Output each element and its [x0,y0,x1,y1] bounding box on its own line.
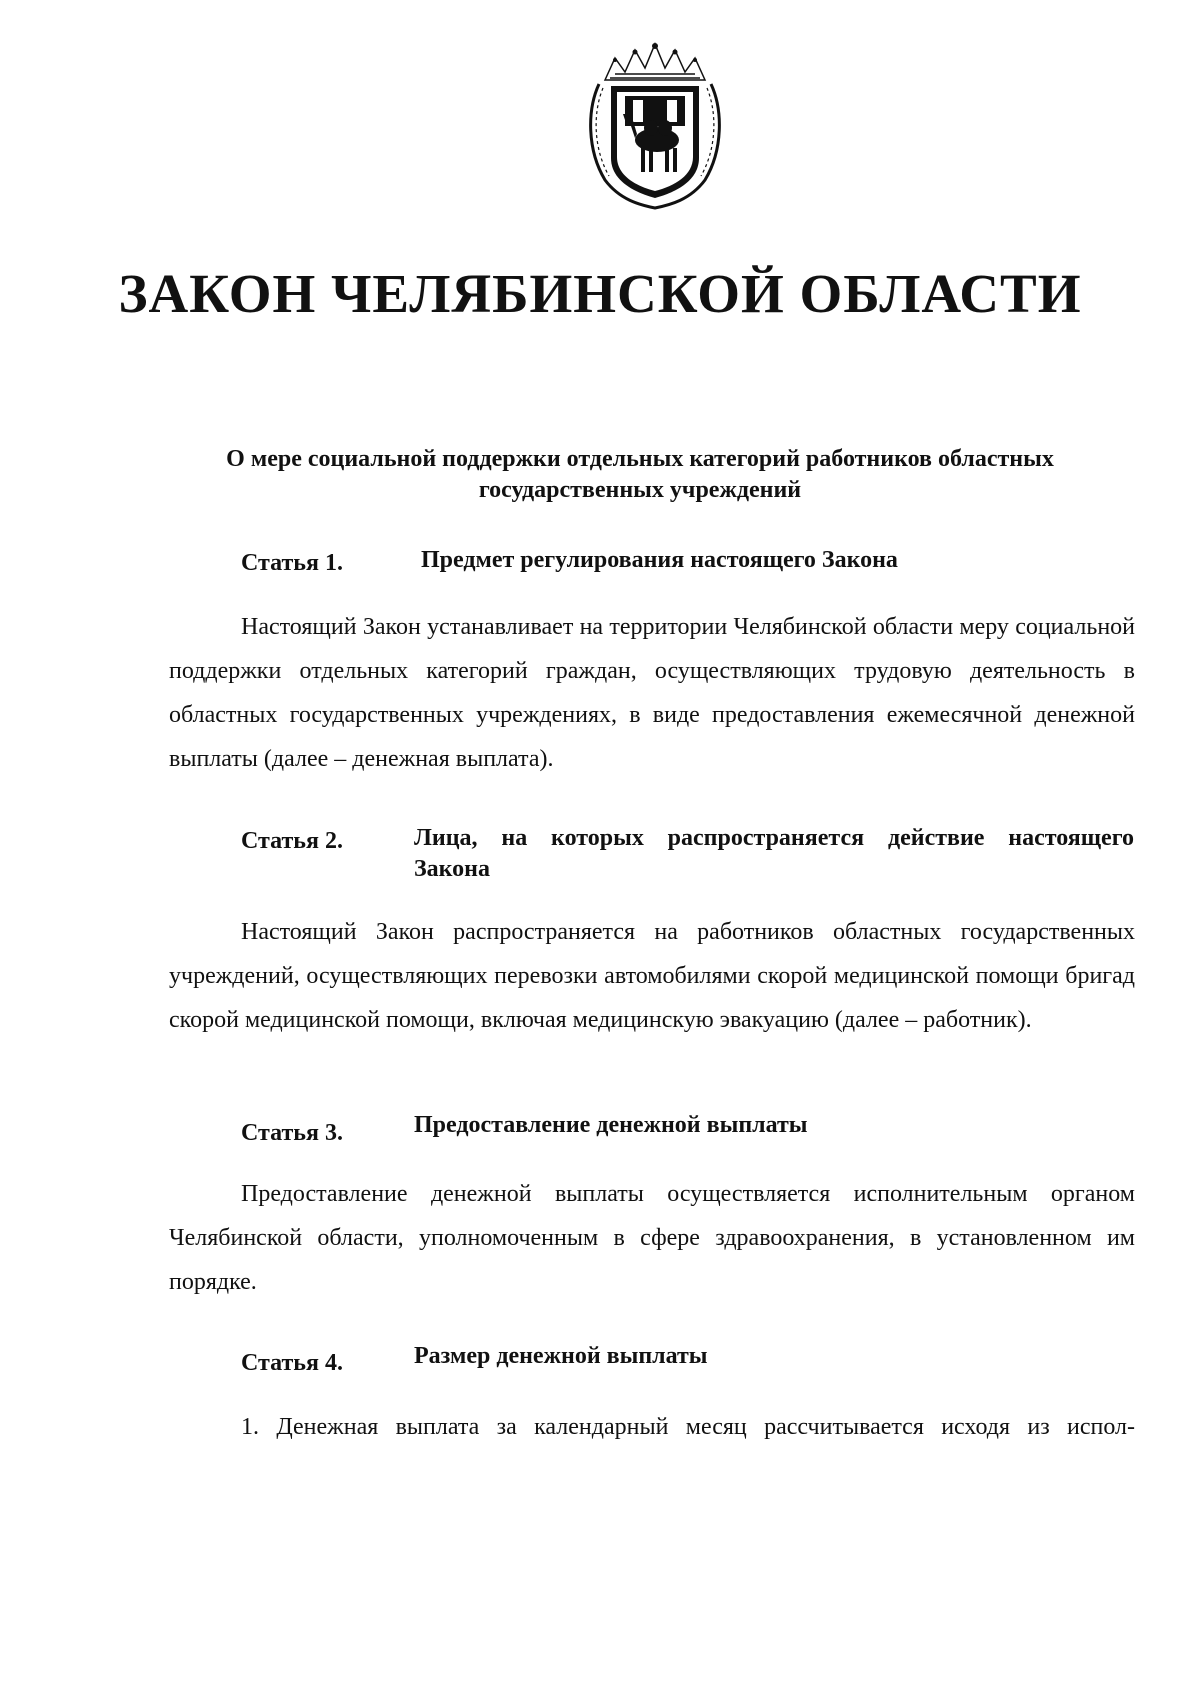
article-2-number: Статья 2. [241,828,343,854]
article-2-title-line-2: Закона [414,856,491,882]
article-1-text: Настоящий Закон устанавливает на территории Челябинской области меру социальной поддержки отдельных категорий граждан, осуществляющих трудовую деятельность в областных государственных учреждениях, в виде предоставления ежемесячной денежной выплаты (далее – денежная выплата). [169,614,1135,772]
subtitle-line-1: О мере социальной поддержки отдельных категорий работников областных [226,446,1054,472]
article-2-text: Настоящий Закон распространяется на работников областных государственных учреждений, осуществляющих перевозки автомобилями скорой медицинской помощи бригад скорой медицинской помощи, включая медицинскую эвакуацию (далее – работник). [169,919,1135,1033]
article-1-title: Предмет регулирования настоящего Закона [421,547,898,573]
article-4-number: Статья 4. [241,1350,343,1376]
document-subtitle [160,444,1120,506]
article-2-title [414,823,1134,885]
article-4-title: Размер денежной выплаты [414,1343,708,1369]
article-1-number: Статья 1. [241,550,343,576]
article-3-number: Статья 3. [241,1120,343,1146]
coat-of-arms-icon [585,40,725,210]
document-title: ЗАКОН ЧЕЛЯБИНСКОЙ ОБЛАСТИ [118,263,1082,324]
article-3-text: Предоставление денежной выплаты осуществляется исполнительным органом Челябинской области, уполномоченным в сфере здравоохранения, в установленном им порядке. [169,1181,1135,1295]
article-4-text: 1. Денежная выплата за календарный месяц рассчитывается исходя из испол- [241,1414,1135,1440]
subtitle-line-2: государственных учреждений [478,477,802,503]
article-3-title: Предоставление денежной выплаты [414,1112,808,1138]
article-2-title-line-1: Лица, на которых распространяется действие настоящего [414,825,1134,851]
